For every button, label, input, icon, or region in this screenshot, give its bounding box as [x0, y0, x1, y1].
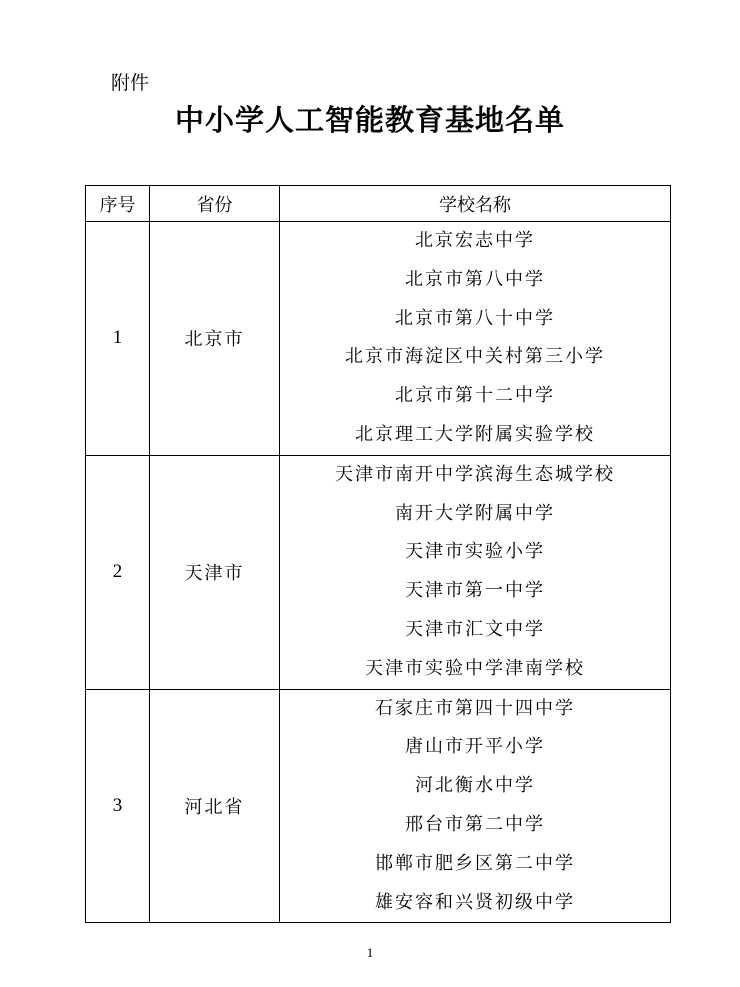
table-header-row — [86, 186, 671, 222]
header-school-name: 学校名称 — [280, 186, 671, 222]
school-name: 河北衡水中学 — [415, 775, 535, 797]
province-cell: 北京市 — [150, 222, 280, 456]
school-list-table — [85, 185, 671, 923]
row-number: 1 — [86, 222, 150, 456]
document-title: 中小学人工智能教育基地名单 — [174, 103, 565, 137]
school-name: 北京市第八十中学 — [395, 307, 555, 329]
school-name: 石家庄市第四十四中学 — [375, 697, 575, 719]
school-name: 北京理工大学附属实验学校 — [355, 423, 595, 445]
school-name: 天津市实验小学 — [405, 541, 545, 563]
province-cell: 天津市 — [150, 455, 280, 689]
schools-cell — [280, 455, 671, 689]
table-row — [86, 222, 671, 456]
school-name: 天津市第一中学 — [405, 580, 545, 602]
school-name: 北京宏志中学 — [415, 230, 535, 251]
header-number: 序号 — [86, 186, 150, 222]
school-name: 天津市实验中学津南学校 — [365, 657, 585, 679]
school-name: 北京市第十二中学 — [395, 385, 555, 407]
schools-cell — [280, 222, 671, 456]
table-row — [86, 689, 671, 923]
school-name: 北京市第八中学 — [405, 268, 545, 290]
school-name: 北京市海淀区中关村第三小学 — [345, 346, 605, 368]
row-number: 3 — [86, 689, 150, 923]
schools-cell — [280, 689, 671, 923]
attachment-label: 附件 — [111, 72, 150, 94]
page-number: 1 — [366, 945, 374, 960]
school-name: 邯郸市肥乡区第二中学 — [375, 852, 575, 874]
header-province: 省份 — [150, 186, 280, 222]
school-name: 雄安容和兴贤初级中学 — [375, 891, 575, 913]
school-name: 天津市南开中学滨海生态城学校 — [335, 463, 615, 485]
school-name: 唐山市开平小学 — [405, 736, 545, 758]
school-name: 南开大学附属中学 — [395, 502, 555, 524]
school-name: 邢台市第二中学 — [405, 813, 545, 835]
school-name: 天津市汇文中学 — [405, 618, 545, 640]
table-row — [86, 455, 671, 689]
row-number: 2 — [86, 455, 150, 689]
province-cell: 河北省 — [150, 689, 280, 923]
